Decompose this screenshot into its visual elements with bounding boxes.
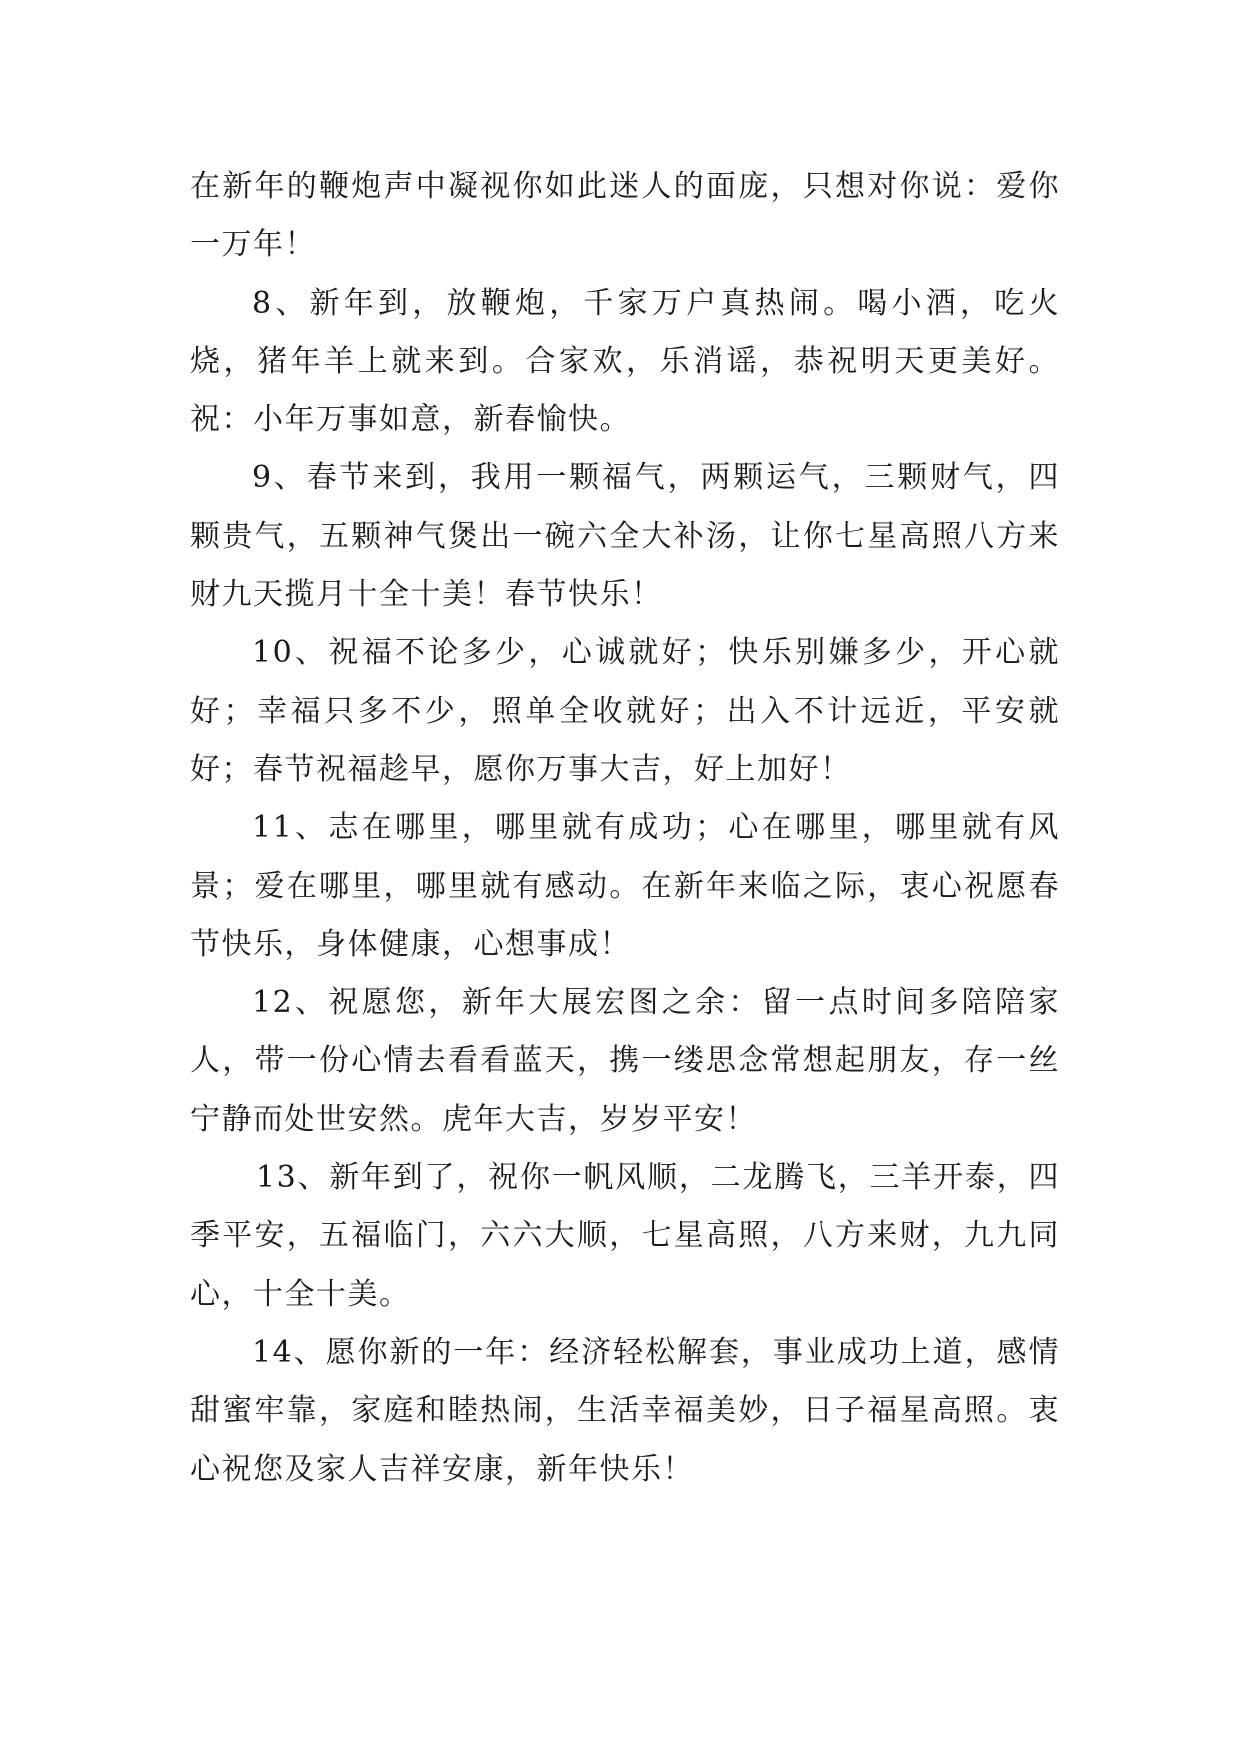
document-body: [190, 158, 1060, 1499]
paragraph-13: 13、新年到了，祝你一帆风顺，二龙腾飞，三羊开泰，四季平安，五福临门，六六大顺，七星高照，八方来财，九九同心，十全十美。: [190, 1160, 1060, 1312]
paragraph-14: 14、愿你新的一年：经济轻松解套，事业成功上道，感情甜蜜牢靠，家庭和睦热闹，生活幸福美妙，日子福星高照。衷心祝您及家人吉祥安康，新年快乐！: [190, 1334, 1060, 1487]
paragraph-10: 10、祝福不论多少，心诚就好；快乐别嫌多少，开心就好；幸福只多不少，照单全收就好；出入不计远近，平安就好；春节祝福趁早，愿你万事大吉，好上加好！: [190, 635, 1060, 787]
paragraph-continued: 在新年的鞭炮声中凝视你如此迷人的面庞，只想对你说：爱你一万年！: [190, 169, 1060, 263]
paragraph-8: 8、新年到，放鞭炮，千家万户真热闹。喝小酒，吃火烧，猪年羊上就来到。合家欢，乐消谣，恭祝明天更美好。祝：小年万事如意，新春愉快。: [190, 285, 1060, 438]
paragraph-9: 9、春节来到，我用一颗福气，两颗运气，三颗财气，四颗贵气，五颗神气煲出一碗六全大补汤，让你七星高照八方来财九天揽月十全十美！春节快乐！: [190, 460, 1060, 613]
paragraph-12: 12、祝愿您，新年大展宏图之余：留一点时间多陪陪家人，带一份心情去看看蓝天，携一缕思念常想起朋友，存一丝宁静而处世安然。虎年大吉，岁岁平安！: [190, 985, 1060, 1137]
paragraph-11: 11、志在哪里，哪里就有成功；心在哪里，哪里就有风景；爱在哪里，哪里就有感动。在新年来临之际，衷心祝愿春节快乐，身体健康，心想事成！: [190, 810, 1060, 962]
